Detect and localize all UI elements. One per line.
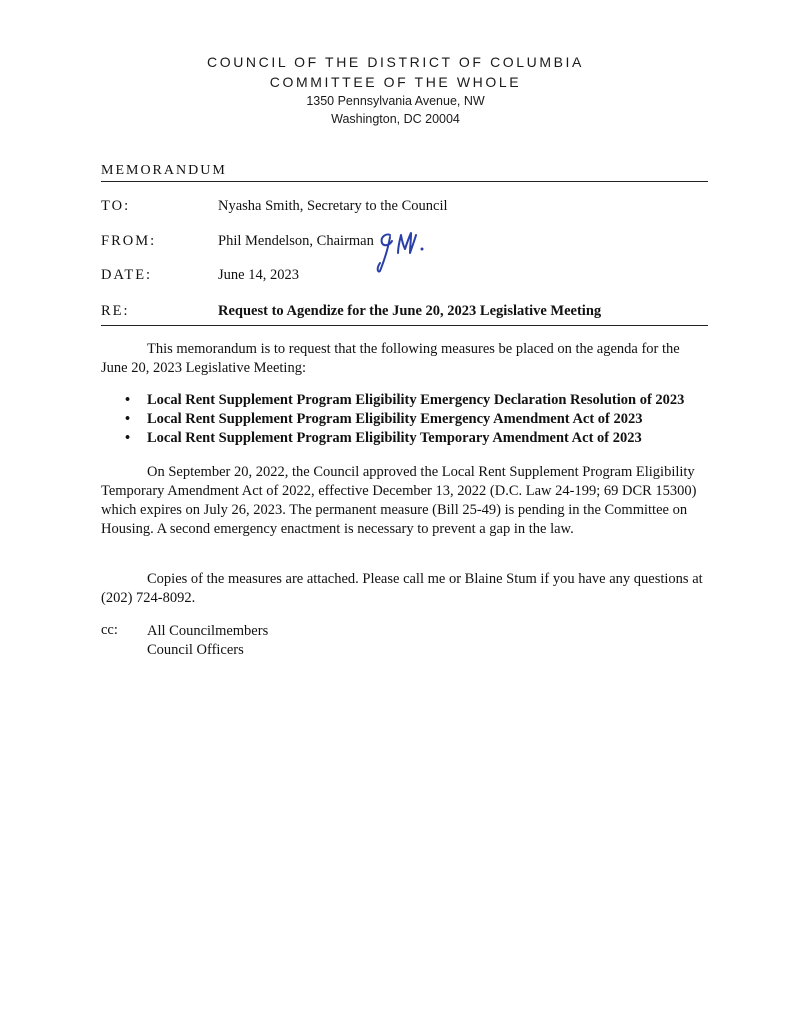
to-value: Nyasha Smith, Secretary to the Council	[218, 198, 448, 214]
header-divider	[101, 181, 708, 182]
council-name: COUNCIL OF THE DISTRICT OF COLUMBIA	[207, 54, 584, 70]
cc-recipient: All Councilmembers	[147, 623, 269, 639]
re-label: RE:	[101, 303, 130, 319]
handwritten-signature	[368, 227, 430, 277]
bullet-icon: •	[125, 430, 131, 446]
background-paragraph: On September 20, 2022, the Council approved the Local Rent Supplement Program Eligibility Temporary Amendment Act of 2022, effective December 13, 2022 (D.C. Law 24-199; 69 DCR 15300) which expires on July 26, 2023. The permanent measure (Bill 25-49) is pending in the Committee on Housing. A second emergency enactment is necessary to prevent a gap in the law.	[101, 464, 697, 537]
date-value: June 14, 2023	[218, 267, 299, 283]
closing-paragraph: Copies of the measures are attached. Please call me or Blaine Stum if you have any questions at (202) 724-8092.	[101, 571, 703, 606]
from-value: Phil Mendelson, Chairman	[218, 233, 374, 249]
to-label: TO:	[101, 198, 131, 214]
street-address: 1350 Pennsylvania Avenue, NW	[306, 94, 485, 108]
memorandum-heading: MEMORANDUM	[101, 163, 227, 178]
list-item	[101, 410, 709, 429]
list-item	[101, 391, 709, 410]
measure-title: Local Rent Supplement Program Eligibility Emergency Amendment Act of 2023	[147, 411, 643, 427]
measures-list	[101, 391, 709, 448]
committee-name: COMMITTEE OF THE WHOLE	[269, 74, 522, 90]
measure-title: Local Rent Supplement Program Eligibility Temporary Amendment Act of 2023	[147, 430, 642, 446]
date-label: DATE:	[101, 267, 153, 283]
letterhead	[0, 52, 791, 128]
cc-label: cc:	[101, 622, 118, 638]
cc-recipients	[147, 622, 268, 660]
subject-divider	[101, 325, 708, 326]
re-subject: Request to Agendize for the June 20, 2023 Legislative Meeting	[218, 303, 602, 319]
city-address: Washington, DC 20004	[331, 112, 460, 126]
list-item	[101, 429, 709, 448]
measure-title: Local Rent Supplement Program Eligibility Emergency Declaration Resolution of 2023	[147, 392, 685, 408]
bullet-icon: •	[125, 411, 131, 427]
intro-paragraph: This memorandum is to request that the following measures be placed on the agenda for the June 20, 2023 Legislative Meeting:	[101, 341, 680, 376]
from-label: FROM:	[101, 233, 157, 249]
bullet-icon: •	[125, 392, 131, 408]
cc-recipient: Council Officers	[147, 642, 244, 658]
